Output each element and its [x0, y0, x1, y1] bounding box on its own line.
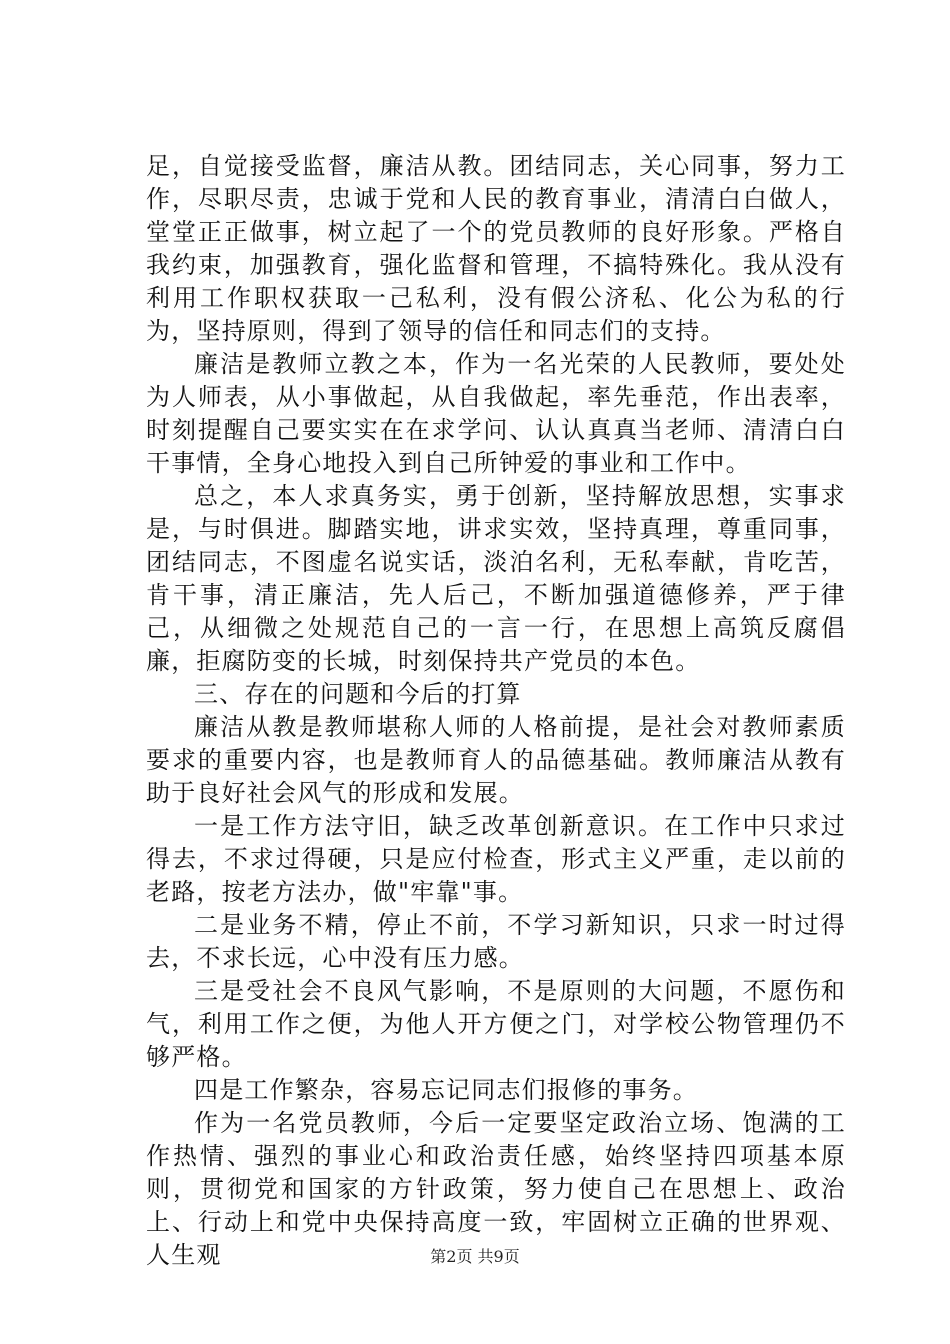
paragraph-issue-4: 四是工作繁杂，容易忘记同志们报修的事务。 — [194, 1076, 698, 1104]
section-heading: 三、存在的问题和今后的打算 — [194, 680, 522, 708]
body-text — [146, 150, 846, 1272]
paragraph-integrity: 廉洁是教师立教之本，作为一名光荣的人民教师，要处处为人师表，从小事做起，从自我做起，率先垂范，作出表率，时刻提醒自己要实实在在求学问、认认真真当老师、清清白白干事情，全身心地投入到自己所钟爱的事业和工作中。 — [146, 350, 846, 477]
paragraph-issue-2: 二是业务不精，停止不前，不学习新知识，只求一时过得去，不求长远，心中没有压力感。 — [146, 911, 846, 972]
page-footer: 第2页 共9页 — [430, 1247, 520, 1266]
paragraph-continued: 足，自觉接受监督，廉洁从教。团结同志，关心同事，努力工作，尽职尽责，忠诚于党和人民的教育事业，清清白白做人，堂堂正正做事，树立起了一个的党员教师的良好形象。严格自我约束，加强教育，强化监督和管理，不搞特殊化。我从没有利用工作职权获取一己私利，没有假公济私、化公为私的行为，坚持原则，得到了领导的信任和同志们的支持。 — [146, 152, 846, 345]
paragraph-issue-1: 一是工作方法守旧，缺乏改革创新意识。在工作中只求过得去，不求过得硬，只是应付检查，形式主义严重，走以前的老路，按老方法办，做"牢靠"事。 — [146, 812, 846, 906]
paragraph-intro: 廉洁从教是教师堪称人师的人格前提，是社会对教师素质要求的重要内容，也是教师育人的品德基础。教师廉洁从教有助于良好社会风气的形成和发展。 — [146, 713, 846, 807]
paragraph-issue-3: 三是受社会不良风气影响，不是原则的大问题，不愿伤和气，利用工作之便，为他人开方便之门，对学校公物管理仍不够严格。 — [146, 977, 846, 1071]
paragraph-plan: 作为一名党员教师，今后一定要坚定政治立场、饱满的工作热情、强烈的事业心和政治责任感，始终坚持四项基本原则，贯彻党和国家的方针政策，努力使自己在思想上、政治上、行动上和党中央保持高度一致，牢固树立正确的世界观、人生观 — [146, 1109, 846, 1269]
paragraph-summary: 总之，本人求真务实，勇于创新，坚持解放思想，实事求是，与时俱进。脚踏实地，讲求实效，坚持真理，尊重同事，团结同志，不图虚名说实话，淡泊名利，无私奉献，肯吃苦，肯干事，清正廉洁，先人后己，不断加强道德修养，严于律己，从细微之处规范自己的一言一行，在思想上高筑反腐倡廉，拒腐防变的长城，时刻保持共产党员的本色。 — [146, 482, 846, 675]
